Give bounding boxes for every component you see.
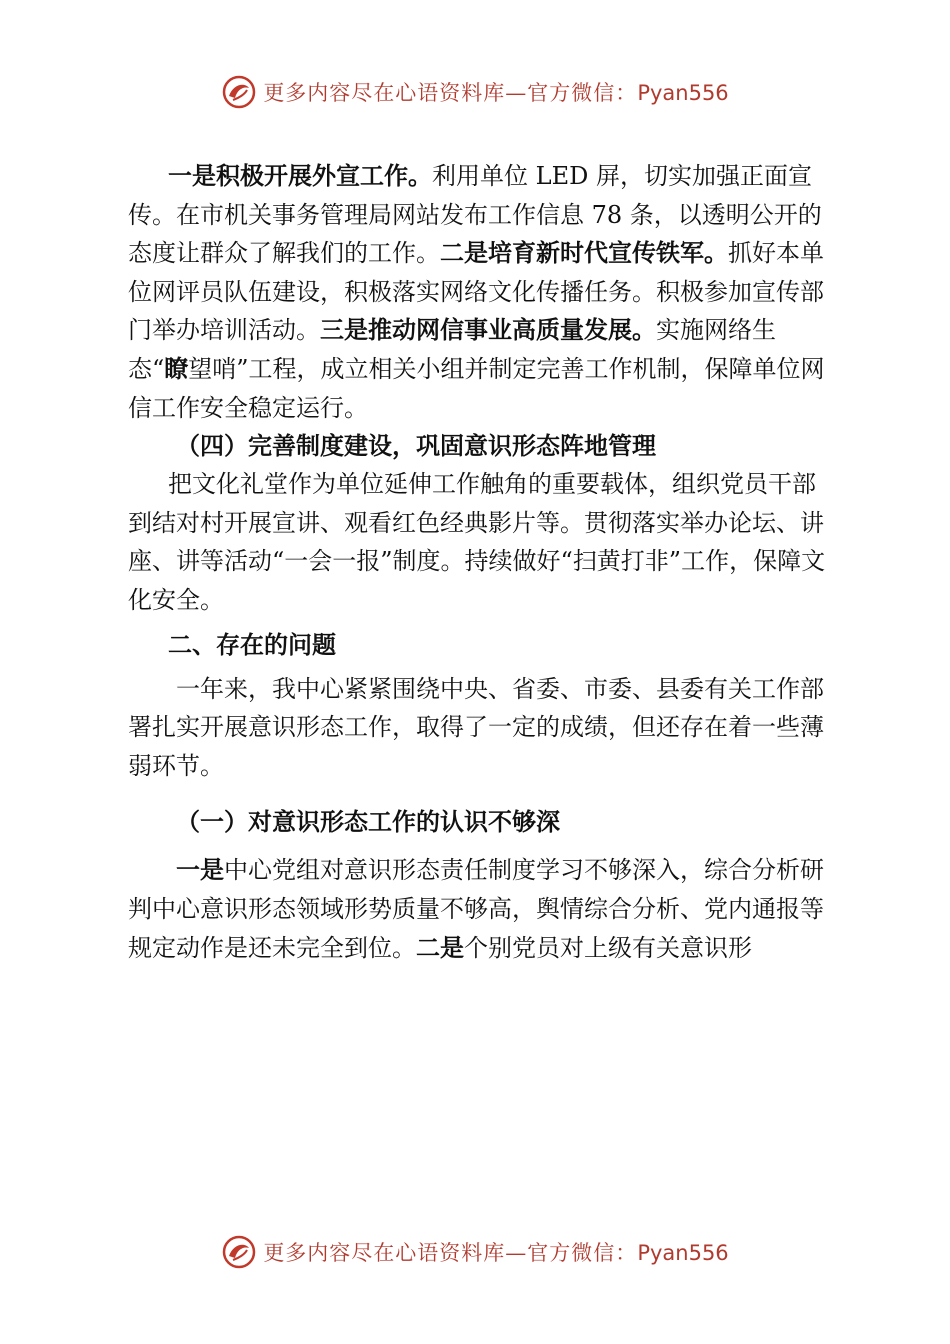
text-3-bold-char: 瞭	[164, 354, 189, 383]
paragraph-issues	[128, 851, 834, 967]
banner-text: 更多内容尽在心语资料库—官方微信：Pyan556	[263, 1241, 729, 1265]
text-5: 个别党员对上级有关意识形	[464, 933, 752, 962]
document-body	[128, 157, 834, 967]
text-4: 中心党组对意识形态责任制度学习不够深入，综合分析研判中心意识形态领域形势质量不够高，舆情综合分析、党内通报等规定动作是还未完全到位。	[128, 856, 824, 962]
footer-banner	[0, 1232, 950, 1272]
paragraph-summary: 一年来，我中心紧紧围绕中央、省委、市委、县委有关工作部署扎实开展意识形态工作，取得了一定的成绩，但还存在着一些薄弱环节。	[128, 674, 824, 780]
wechat-id: Pyan556	[637, 1241, 729, 1265]
paragraph-culture: 把文化礼堂作为单位延伸工作触角的重要载体，组织党员干部到结对村开展宣讲、观看红色经典影片等。贯彻落实举办论坛、讲座、讲等活动“一会一报”制度。持续做好“扫黄打非”工作，保障文化安全。	[128, 470, 826, 614]
logo-icon	[221, 1234, 257, 1270]
text-2: 抓好本单位网评员队伍建设，积极落实网络文化传播任务。积极参加宣传部门举办培训活动。	[128, 239, 824, 345]
bold-lead-4: 一是	[176, 856, 224, 885]
text-1: 利用单位 LED 屏，切实加强正面宣传。在市机关事务管理局网站发布工作信息 78 条，以透明公开的态度让群众了解我们的工作。	[128, 162, 822, 268]
banner-text: 更多内容尽在心语资料库—官方微信：Pyan556	[263, 81, 729, 105]
text-3-cont: 望哨”工程，成立相关小组并制定完善工作机制，保障单位网信工作安全稳定运行。	[128, 354, 825, 422]
heading-problems: 二、存在的问题	[168, 630, 336, 659]
header-banner	[0, 72, 950, 112]
wechat-id: Pyan556	[637, 81, 729, 105]
bold-lead-3: 三是推动网信事业高质量发展。	[320, 316, 656, 345]
bold-lead-5: 二是	[416, 933, 464, 962]
heading-section-4: （四）完善制度建设，巩固意识形态阵地管理	[176, 432, 656, 461]
heading-subsection-1: （一）对意识形态工作的认识不够深	[176, 808, 560, 837]
paragraph-outreach	[128, 157, 834, 427]
logo-icon	[221, 74, 257, 110]
bold-lead-1: 一是积极开展外宣工作。	[168, 162, 432, 190]
text-3: 实施网络生态“	[128, 316, 776, 383]
bold-lead-2: 二是培育新时代宣传铁军。	[440, 239, 728, 268]
